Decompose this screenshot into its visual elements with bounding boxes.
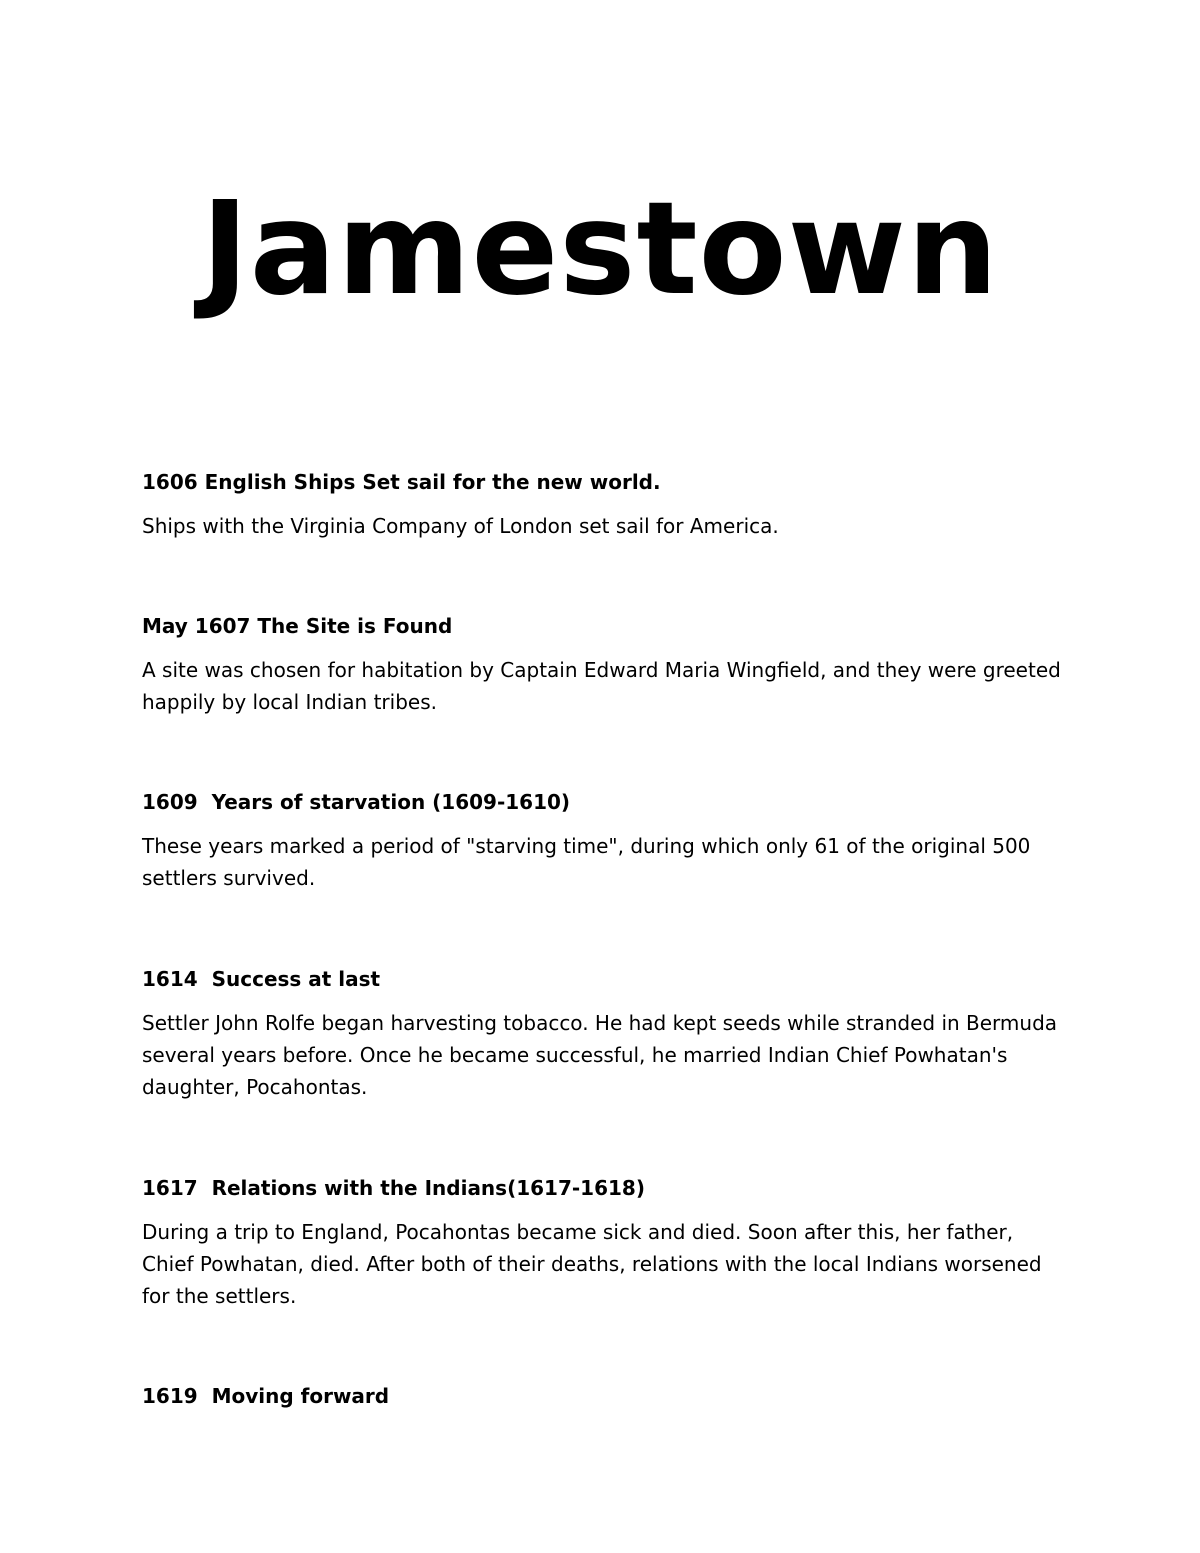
timeline-entry-1614 — [142, 965, 1062, 1103]
timeline-entry-1607 — [142, 612, 1062, 718]
timeline-entry-1619 — [142, 1382, 1062, 1410]
entry-heading: 1609 Years of starvation (1609-1610) — [142, 790, 571, 814]
entry-body: During a trip to England, Pocahontas became sick and died. Soon after this, her father, Chief Powhatan, died. After both of their deaths, relations with the local Indians worsened for the settlers. — [142, 1220, 1042, 1308]
timeline-entry-1609 — [142, 788, 1062, 894]
entry-heading: 1617 Relations with the Indians(1617-1618) — [142, 1176, 645, 1200]
page-title: Jamestown — [201, 175, 999, 324]
entry-heading: 1614 Success at last — [142, 967, 381, 991]
entry-body: A site was chosen for habitation by Captain Edward Maria Wingfield, and they were greeted happily by local Indian tribes. — [142, 658, 1061, 714]
entry-body: Ships with the Virginia Company of London set sail for America. — [142, 514, 779, 538]
entry-heading: 1619 Moving forward — [142, 1384, 390, 1408]
timeline-entry-1617 — [142, 1174, 1062, 1312]
entry-heading: 1606 English Ships Set sail for the new world. — [142, 470, 661, 494]
entry-body: Settler John Rolfe began harvesting tobacco. He had kept seeds while stranded in Bermuda several years before. Once he became successful, he married Indian Chief Powhatan's daughter, Pocahontas. — [142, 1011, 1058, 1099]
entry-heading: May 1607 The Site is Found — [142, 614, 453, 638]
timeline-entry-1606 — [142, 468, 1062, 542]
entry-body: These years marked a period of "starving time", during which only 61 of the original 500 settlers survived. — [142, 834, 1031, 890]
